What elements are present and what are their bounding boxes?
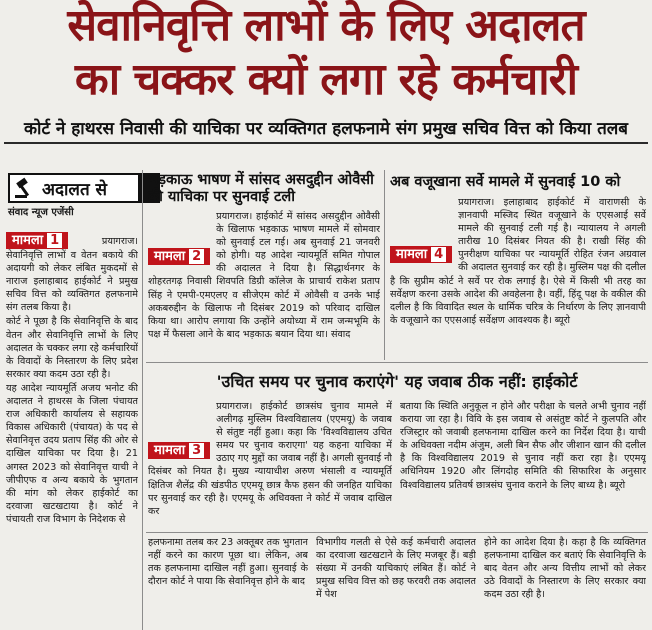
headline-line-1: सेवानिवृत्ति लाभों के लिए अदालत <box>67 0 585 51</box>
case-1-para-2: कोर्ट ने पूछा है कि सेवानिवृत्ति के बाद वेतन और सेवानिवृत्ति लाभों के लिए अदालत के चक्कर लगा रहे कर्मचारियों के विवादों के निस्तारण के लिए प्रदेश सरकार क्या कदम उठा रही है। <box>6 316 138 380</box>
case-1-column <box>6 232 138 628</box>
column-logo-text: अदालत से <box>42 179 108 200</box>
top-divider <box>4 142 648 144</box>
case-3-headline: 'उचित समय पर चुनाव कराएंगे' यह जवाब ठीक नहीं: हाईकोर्ट <box>216 372 578 391</box>
case-1-para-1: मामला 1 प्रयागराज। सेवानिवृत्ति लाभों व वेतन बकाये की अदायगी को लेकर लंबित मुकदमों से नाराज इलाहाबाद हाईकोर्ट ने प्रमुख सचिव वित्त को व्यक्तिगत हलफनामे संग तलब किया है। <box>6 233 138 314</box>
case-1-tag: मामला 1 <box>6 232 68 249</box>
bottom-column-2: विभागीय गलती से ऐसे कई कर्मचारी अदालत का दरवाजा खटखटाने के लिए मजबूर हैं। बड़ी संख्या में उनकी याचिकाएं लंबित हैं। कोर्ट ने प्रमुख सचिव वित्त को छह फरवरी तक अदालत में पेश <box>316 537 476 601</box>
case-2-tag: मामला 2 <box>148 248 210 265</box>
case-3-left-body: मामला 3 प्रयागराज। हाईकोर्ट छात्रसंघ चुनाव मामले में अलीगढ़ मुस्लिम विश्वविद्यालय (एएमयू) के जवाब से संतुष्ट नहीं हुआ। कहा कि 'विश्वविद्यालय उचित समय पर चुनाव कराएगा' यह कहना याचिका में उठाए गए मुद्दों का जवाब नहीं है। अगली सुनवाई नौ दिसंबर को नियत है। मुख्य न्यायाधीश अरुण भंसाली व न्यायमूर्ति क्षितिज शैलेंद्र की खंडपीठ एएमयू छात्र कैफ हसन की जनहित याचिका पर सुनवाई कर रही है। एएमयू के अधिवक्ता ने कोर्ट में जवाब दाखिल कर <box>148 401 392 517</box>
subheadline: कोर्ट ने हाथरस निवासी की याचिका पर व्यक्तिगत हलफनामे संग प्रमुख सचिव वित्त को किया तलब <box>23 119 628 139</box>
column-logo <box>8 173 160 203</box>
case-4-headline: अब वजूखाना सर्वे मामले में सुनवाई 10 को <box>390 174 621 190</box>
gavel-icon <box>14 177 38 199</box>
bottom-divider <box>146 532 648 533</box>
case-3-tag: मामला 3 <box>148 442 210 459</box>
case-3-right-body: बताया कि स्थिति अनुकूल न होने और परीक्षा के चलते अभी चुनाव नहीं कराया जा रहा है। विवि के इस जवाब से असंतुष्ट कोर्ट ने कुलपति और रजिस्ट्रार को जवाबी हलफनामा दाखिल करने का निर्देश दिया है। याची के अधिवक्ता नदीम अंजुम, अली बिन सैफ और जीशान खान की दलील है कि विश्वविद्यालय 2019 से चुनाव नहीं करा रहा है। एएमयू अधिनियम 1920 और लिंगदोह समिति की सिफारिश के अनुसार विश्वविद्यालय प्रतिवर्ष छात्रसंघ चुनाव कराने के लिए बाध्य है। ब्यूरो <box>400 401 646 491</box>
headline-line-2: का चक्कर क्यों लगा रहे कर्मचारी <box>74 54 578 105</box>
agency-byline: संवाद न्यूज एजेंसी <box>8 207 74 218</box>
case-4-body: मामला 4 प्रयागराज। इलाहाबाद हाईकोर्ट में वाराणसी के ज्ञानवापी मस्जिद स्थित वजूखाने के एएसआई सर्वे मामले की सुनवाई टली गई है। न्यायालय ने अगली तारीख 10 दिसंबर नियत की है। राखी सिंह की पुनरीक्षण याचिका पर न्यायमूर्ति रोहित रंजन अग्रवाल की अदालत सुनवाई कर रही है। मुस्लिम पक्ष की दलील है कि सुप्रीम कोर्ट ने सर्वे पर रोक लगाई है। ऐसे में किसी भी तरह का सर्वेक्षण करना उसके आदेश की अवहेलना है। वहीं, हिंदू पक्ष के वकील की दलील है कि विवादित स्थल के धार्मिक चरित्र के निर्धारण के लिए ज्ञानवापी के वजूखाने का एएसआई सर्वेक्षण आवश्यक है। ब्यूरो <box>390 197 646 326</box>
case-1-para-3: यह आदेश न्यायमूर्ति अजय भनोट की अदालत ने हाथरस के जिला पंचायत राज अधिकारी कार्यालय से सहायक विकास अधिकारी (पंचायत) के पद से सेवानिवृत्त उदय प्रताप सिंह की ओर से दाखिल याचिका पर दिया है। 21 अगस्त 2023 को सेवानिवृत्त याची ने जीपीएफ व अन्य बकाये के भुगतान की मांग को लेकर हाईकोर्ट का दरवाजा खटखटाया है। कोर्ट ने पंचायती राज विभाग के निदेशक से <box>6 382 138 525</box>
column-divider <box>142 170 143 630</box>
case-2-headline: भड़काऊ भाषण में सांसद असदुद्दीन ओवैसी की याचिका पर सुनवाई टली <box>148 172 374 205</box>
bottom-column-3: होने का आदेश दिया है। कहा है कि व्यक्तिगत हलफनामा दाखिल कर बताएं कि सेवानिवृत्ति के बाद वेतन और अन्य वित्तीय लाभों को लेकर उठे विवादों के निस्तारण के लिए सरकार क्या कदम उठा रही है। <box>484 537 646 601</box>
case-4-tag: मामला 4 <box>390 246 452 263</box>
case-2-body: मामला 2 प्रयागराज। हाईकोर्ट में सांसद असदुद्दीन ओवैसी के खिलाफ भड़काऊ भाषण मामले में सोमवार को सुनवाई टल गई। अब सुनवाई 21 जनवरी को होगी। यह आदेश न्यायमूर्ति समित गोपाल की अदालत ने दिया है। सिद्धार्थनगर के शोहरतगढ़ निवासी शिवपति डिग्री कॉलेज के प्राचार्य राकेश प्रताप सिंह ने एमपी-एमएलए व सीजेएम कोर्ट में ओवैसी व उनके भाई अकबरुद्दीन के खिलाफ नौ दिसंबर 2019 को परिवाद दाखिल किया था। आरोप लगाया कि उन्होंने अयोध्या में राम जन्मभूमि के पक्ष में फैसला आने के बाद भड़काऊ बयान दिया था। संवाद <box>148 211 380 340</box>
box-divider <box>384 170 385 360</box>
bottom-column-1: हलफनामा तलब कर 23 अक्तूबर तक भुगतान नहीं करने का कारण पूछा था। लेकिन, अब तक हलफनामा दाखिल नहीं हुआ। सुनवाई के दौरान कोर्ट ने पाया कि सेवानिवृत्त होने के बाद <box>148 537 308 588</box>
section-divider <box>146 362 648 363</box>
